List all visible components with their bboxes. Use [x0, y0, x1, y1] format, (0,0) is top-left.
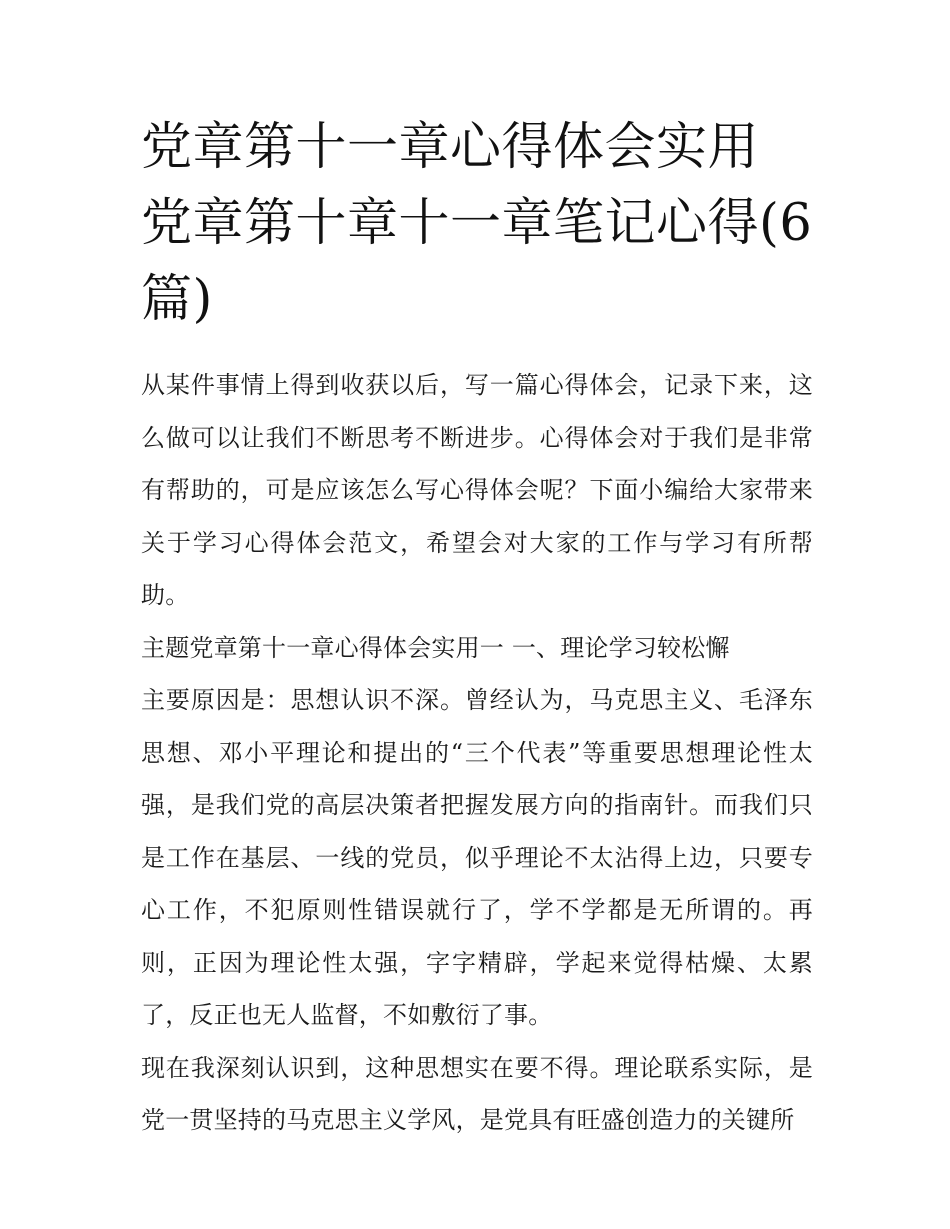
document-title: 党章第十一章心得体会实用 党章第十章十一章笔记心得(6篇)	[141, 118, 813, 329]
document-body	[141, 359, 813, 1147]
intro-paragraph: 从某件事情上得到收获以后，写一篇心得体会，记录下来，这么做可以让我们不断思考不断进步。心得体会对于我们是非常有帮助的，可是应该怎么写心得体会呢？下面小编给大家带来关于学习心得体会范文，希望会对大家的工作与学习有所帮助。	[141, 371, 813, 609]
body-paragraph: 主要原因是：思想认识不深。曾经认为，马克思主义、毛泽东思想、邓小平理论和提出的“三个代表”等重要思想理论性太强，是我们党的高层决策者把握发展方向的指南针。而我们只是工作在基层、一线的党员，似乎理论不太沾得上边，只要专心工作，不犯原则性错误就行了，学不学都是无所谓的。再则，正因为理论性太强，字字精辟，学起来觉得枯燥、太累了，反正也无人监督，不如敷衍了事。	[141, 686, 813, 1029]
body-paragraph: 现在我深刻认识到，这种思想实在要不得。理论联系实际，是党一贯坚持的马克思主义学风，是党具有旺盛创造力的关键所	[141, 1053, 813, 1134]
document-page	[141, 110, 813, 1147]
section-heading: 主题党章第十一章心得体会实用一 一、理论学习较松懈	[141, 633, 730, 662]
